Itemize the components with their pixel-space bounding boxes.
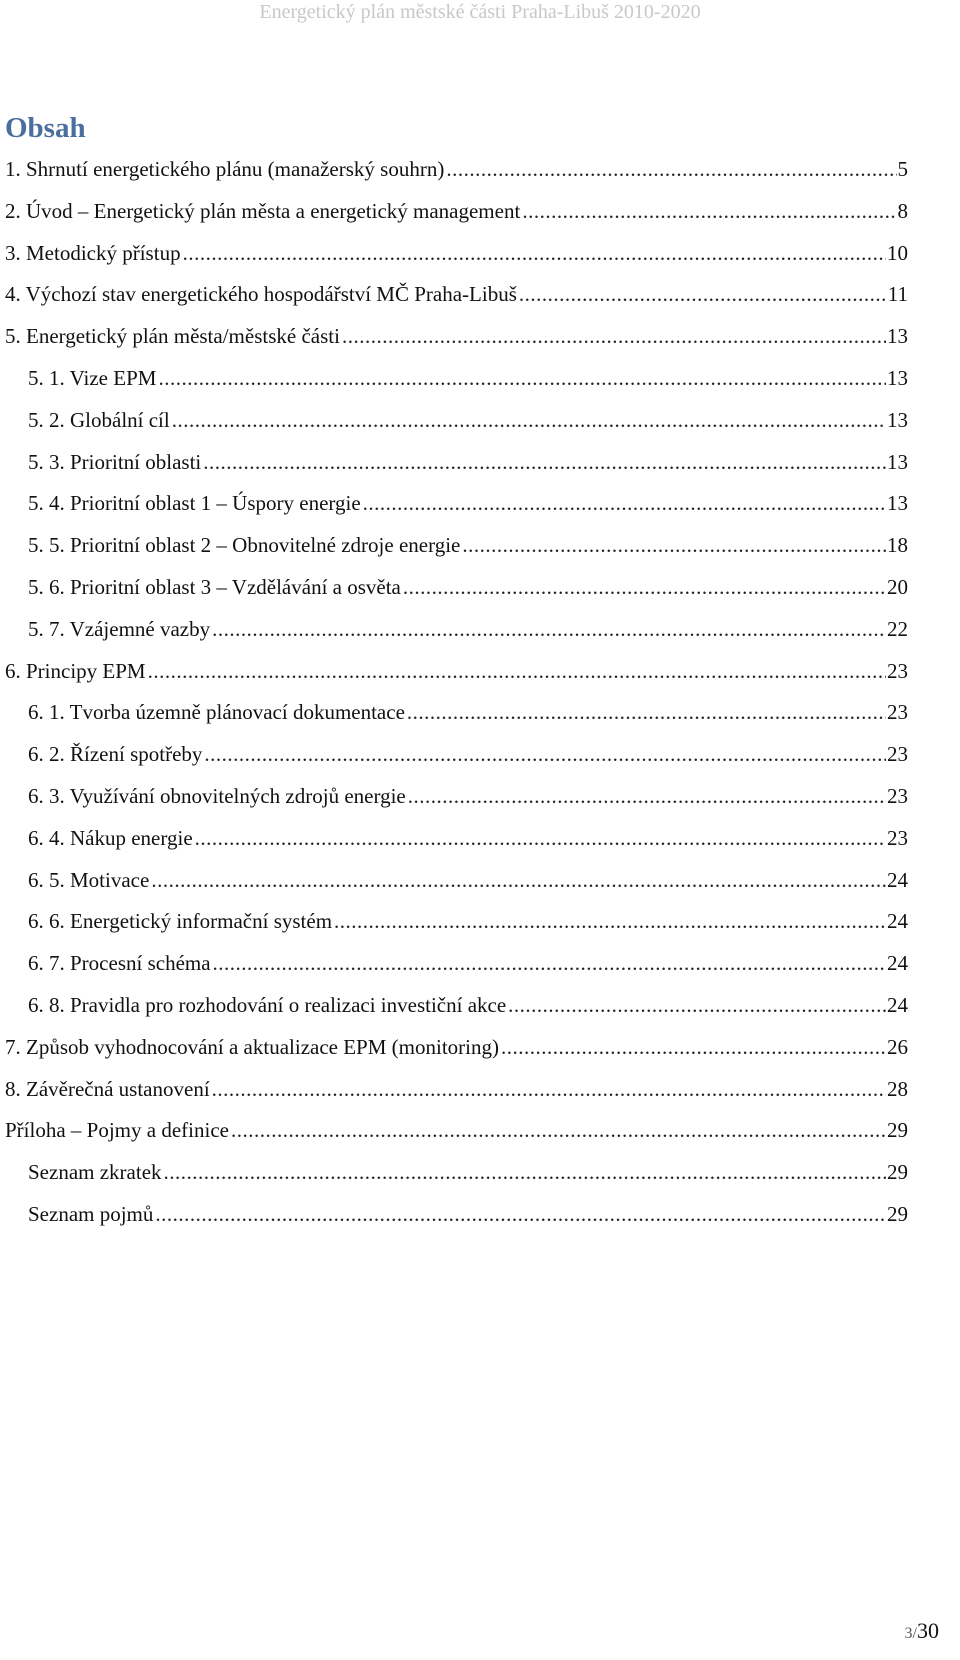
toc-dot-leader xyxy=(522,191,896,233)
toc-entry[interactable] xyxy=(5,651,908,693)
toc-entry-label: 5. 4. Prioritní oblast 1 – Úspory energie xyxy=(28,491,361,516)
toc-entry-page-number: 23 xyxy=(887,783,908,808)
toc-dot-leader xyxy=(158,358,886,400)
toc-dot-leader xyxy=(446,149,896,191)
toc-entry-page-number: 23 xyxy=(887,658,908,683)
toc-dot-leader xyxy=(334,901,886,943)
toc-entry-page-number: 10 xyxy=(887,240,908,265)
toc-entry-label: 6. 2. Řízení spotřeby xyxy=(28,742,203,767)
toc-entry-page-number: 24 xyxy=(887,909,908,934)
toc-entry[interactable] xyxy=(5,1110,908,1152)
toc-entry[interactable] xyxy=(5,525,908,567)
toc-dot-leader xyxy=(403,567,886,609)
toc-entry[interactable] xyxy=(5,567,908,609)
toc-entry-label: Příloha – Pojmy a definice xyxy=(5,1118,229,1143)
page-number-separator: / xyxy=(912,1625,917,1642)
toc-entry-page-number: 28 xyxy=(887,1076,908,1101)
toc-entry-label: 6. 1. Tvorba územně plánovací dokumentace xyxy=(28,700,405,725)
toc-entry-page-number: 24 xyxy=(887,951,908,976)
toc-entry-page-number: 22 xyxy=(887,616,908,641)
toc-entry-page-number: 24 xyxy=(887,992,908,1017)
toc-dot-leader xyxy=(462,525,886,567)
toc-dot-leader xyxy=(195,818,886,860)
toc-entry-label: 5. 2. Globální cíl xyxy=(28,407,170,432)
toc-entry-page-number: 5 xyxy=(897,157,908,181)
toc-entry-page-number: 26 xyxy=(887,1034,908,1059)
toc-entry-page-number: 29 xyxy=(887,1118,908,1143)
toc-entry-page-number: 13 xyxy=(887,365,908,390)
toc-entry[interactable] xyxy=(5,901,908,943)
total-pages-number: 30 xyxy=(917,1618,939,1643)
toc-entry-label: 2. Úvod – Energetický plán města a energetický management xyxy=(5,198,521,223)
toc-dot-leader xyxy=(231,1110,886,1152)
toc-entry-page-number: 20 xyxy=(887,574,908,599)
toc-entry[interactable] xyxy=(5,483,908,525)
toc-entry-label: Seznam zkratek xyxy=(28,1160,162,1185)
toc-entry-label: 8. Závěrečná ustanovení xyxy=(5,1076,210,1101)
toc-entry-page-number: 24 xyxy=(887,867,908,892)
toc-entry-page-number: 13 xyxy=(887,407,908,432)
toc-dot-leader xyxy=(408,776,886,818)
toc-entry-label: 7. Způsob vyhodnocování a aktualizace EPM (monitoring) xyxy=(5,1034,499,1059)
toc-entry-label: 6. 8. Pravidla pro rozhodování o realizaci investiční akce xyxy=(28,992,507,1017)
toc-dot-leader xyxy=(212,1069,886,1111)
toc-entry[interactable] xyxy=(5,233,908,275)
toc-entry-label: 6. 3. Využívání obnovitelných zdrojů energie xyxy=(28,783,406,808)
toc-entry[interactable] xyxy=(5,776,908,818)
running-header: Energetický plán městské části Praha-Libuš 2010-2020 xyxy=(259,1,701,23)
toc-entry-page-number: 29 xyxy=(887,1201,908,1226)
toc-entry-label: 6. 4. Nákup energie xyxy=(28,825,193,850)
toc-entry-label: 6. 5. Motivace xyxy=(28,867,150,892)
toc-entry[interactable] xyxy=(5,316,908,358)
toc-entry[interactable] xyxy=(5,191,908,233)
toc-dot-leader xyxy=(172,400,886,442)
toc-entry[interactable] xyxy=(5,860,908,902)
toc-dot-leader xyxy=(183,233,886,275)
toc-dot-leader xyxy=(501,1027,886,1069)
toc-dot-leader xyxy=(342,316,886,358)
toc-dot-leader xyxy=(155,1194,886,1236)
toc-entry[interactable] xyxy=(5,1027,908,1069)
toc-entry-label: 4. Výchozí stav energetického hospodářství MČ Praha-Libuš xyxy=(5,282,517,307)
toc-dot-leader xyxy=(203,442,886,484)
toc-entry-label: 6. 6. Energetický informační systém xyxy=(28,909,333,934)
toc-dot-leader xyxy=(508,985,886,1027)
toc-entry-label: 5. 1. Vize EPM xyxy=(28,365,157,390)
toc-dot-leader xyxy=(164,1152,886,1194)
toc-entry[interactable] xyxy=(5,149,908,191)
toc-entry[interactable] xyxy=(5,400,908,442)
toc-entry-label: 5. 6. Prioritní oblast 3 – Vzdělávání a osvěta xyxy=(28,574,401,599)
toc-entry-label: 5. Energetický plán města/městské části xyxy=(5,324,340,349)
toc-dot-leader xyxy=(363,483,886,525)
toc-dot-leader xyxy=(213,943,886,985)
toc-entry-label: 5. 3. Prioritní oblasti xyxy=(28,449,202,474)
toc-entry[interactable] xyxy=(5,274,908,316)
table-of-contents xyxy=(5,149,908,1236)
toc-entry-page-number: 11 xyxy=(887,282,908,307)
toc-entry-page-number: 29 xyxy=(887,1160,908,1185)
toc-entry-label: 6. 7. Procesní schéma xyxy=(28,951,211,976)
toc-dot-leader xyxy=(407,692,886,734)
toc-entry-label: 1. Shrnutí energetického plánu (manažerský souhrn) xyxy=(5,157,445,181)
toc-entry[interactable] xyxy=(5,818,908,860)
page-number xyxy=(905,1618,939,1644)
toc-dot-leader xyxy=(519,274,887,316)
toc-entry[interactable] xyxy=(5,1152,908,1194)
toc-entry[interactable] xyxy=(5,442,908,484)
toc-entry-page-number: 23 xyxy=(887,825,908,850)
toc-entry[interactable] xyxy=(5,1194,908,1236)
toc-entry-label: 6. Principy EPM xyxy=(5,658,146,683)
toc-entry-page-number: 18 xyxy=(887,533,908,558)
toc-dot-leader xyxy=(212,609,886,651)
toc-dot-leader xyxy=(148,651,886,693)
toc-heading: Obsah xyxy=(5,112,86,144)
toc-entry-page-number: 13 xyxy=(887,449,908,474)
toc-entry-page-number: 8 xyxy=(897,198,908,223)
toc-entry[interactable] xyxy=(5,609,908,651)
toc-entry-label: 5. 5. Prioritní oblast 2 – Obnovitelné zdroje energie xyxy=(28,533,461,558)
toc-dot-leader xyxy=(151,860,886,902)
toc-entry[interactable] xyxy=(5,358,908,400)
toc-entry-label: 5. 7. Vzájemné vazby xyxy=(28,616,211,641)
toc-entry[interactable] xyxy=(5,985,908,1027)
toc-entry-page-number: 23 xyxy=(887,742,908,767)
current-page-number: 3 xyxy=(904,1625,913,1642)
toc-entry-label: 3. Metodický přístup xyxy=(5,240,181,265)
toc-entry-page-number: 13 xyxy=(887,324,908,349)
toc-entry-page-number: 13 xyxy=(887,491,908,516)
toc-entry-label: Seznam pojmů xyxy=(28,1201,154,1226)
toc-entry-page-number: 23 xyxy=(887,700,908,725)
toc-entry[interactable] xyxy=(5,734,908,776)
toc-dot-leader xyxy=(204,734,886,776)
toc-entry[interactable] xyxy=(5,943,908,985)
toc-entry[interactable] xyxy=(5,1069,908,1111)
toc-entry[interactable] xyxy=(5,692,908,734)
